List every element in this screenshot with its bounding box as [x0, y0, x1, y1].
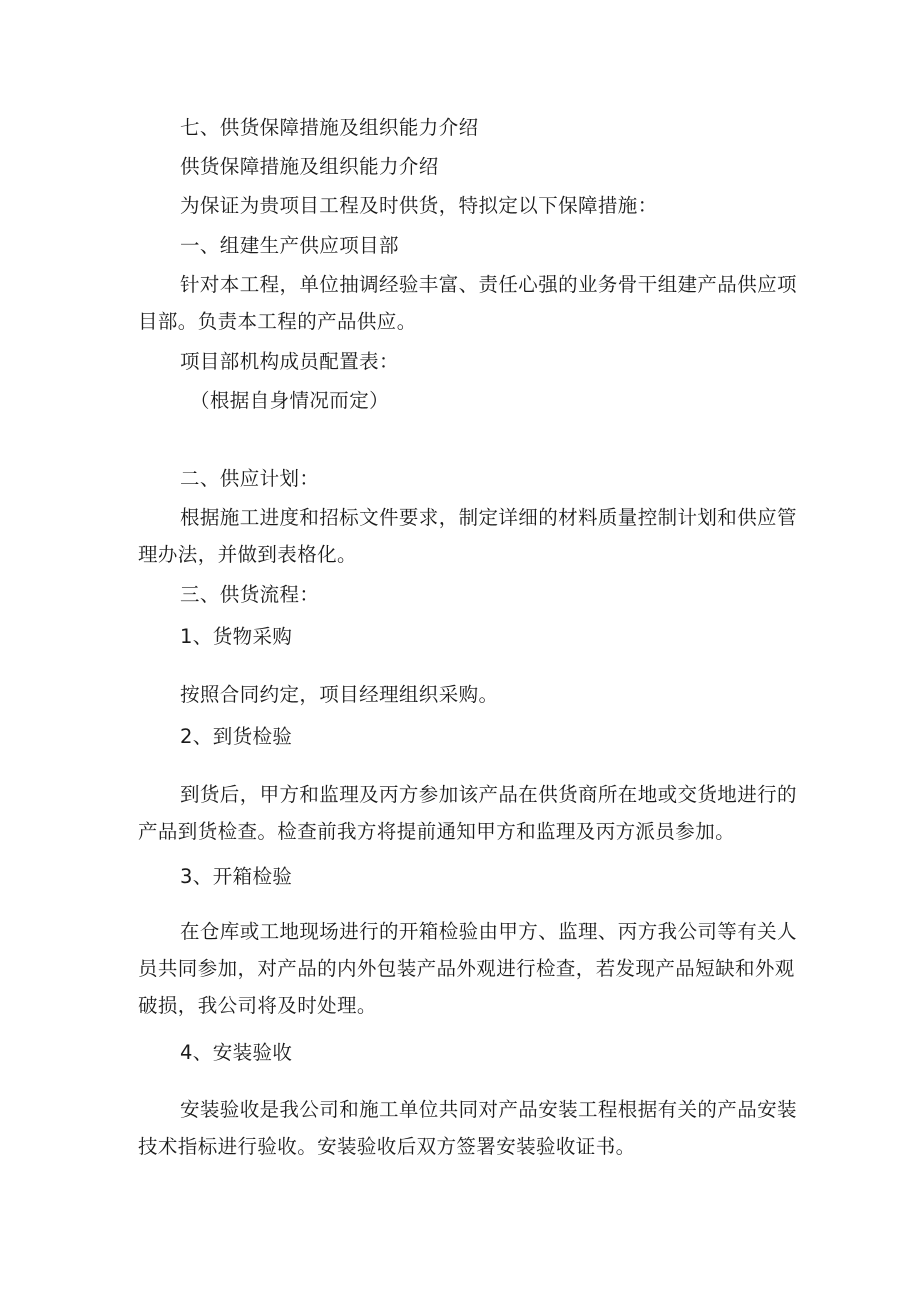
subtitle: 供货保障措施及组织能力介绍 — [180, 155, 439, 178]
paragraph-arrival-inspection: 到货后，甲方和监理及丙方参加该产品在供货商所在地或交货地进行的产品到货检查。检查前我方将提前通知甲方和监理及丙方派员参加。 — [138, 783, 797, 843]
heading-3: 三、供货流程： — [180, 583, 320, 606]
step-3-heading: 3、开箱检验 — [180, 865, 293, 888]
step-1-heading: 1、货物采购 — [180, 625, 293, 648]
heading-1: 一、组建生产供应项目部 — [180, 234, 399, 257]
paragraph-supply-plan: 根据施工进度和招标文件要求，制定详细的材料质量控制计划和供应管理办法，并做到表格化。 — [138, 506, 797, 566]
paragraph-installation-acceptance: 安装验收是我公司和施工单位共同对产品安装工程根据有关的产品安装技术指标进行验收。安装验收后双方签署安装验收证书。 — [138, 1098, 797, 1158]
section-heading-7: 七、供货保障措施及组织能力介绍 — [180, 116, 479, 139]
member-table-label: 项目部机构成员配置表： — [180, 350, 399, 373]
parenthetical-note: （根据自身情况而定） — [190, 389, 390, 412]
paragraph-unpacking-inspection: 在仓库或工地现场进行的开箱检验由甲方、监理、丙方我公司等有关人员共同参加，对产品的内外包装产品外观进行检查，若发现产品短缺和外观破损，我公司将及时处理。 — [138, 920, 797, 1017]
paragraph-procurement: 按照合同约定，项目经理组织采购。 — [180, 683, 499, 706]
paragraph-project-dept: 针对本工程，单位抽调经验丰富、责任心强的业务骨干组建产品供应项目部。负责本工程的产品供应。 — [138, 273, 797, 333]
heading-2: 二、供应计划： — [180, 467, 320, 490]
step-4-heading: 4、安装验收 — [180, 1041, 293, 1064]
intro-paragraph: 为保证为贵项目工程及时供货，特拟定以下保障措施： — [180, 194, 658, 217]
step-2-heading: 2、到货检验 — [180, 725, 293, 748]
